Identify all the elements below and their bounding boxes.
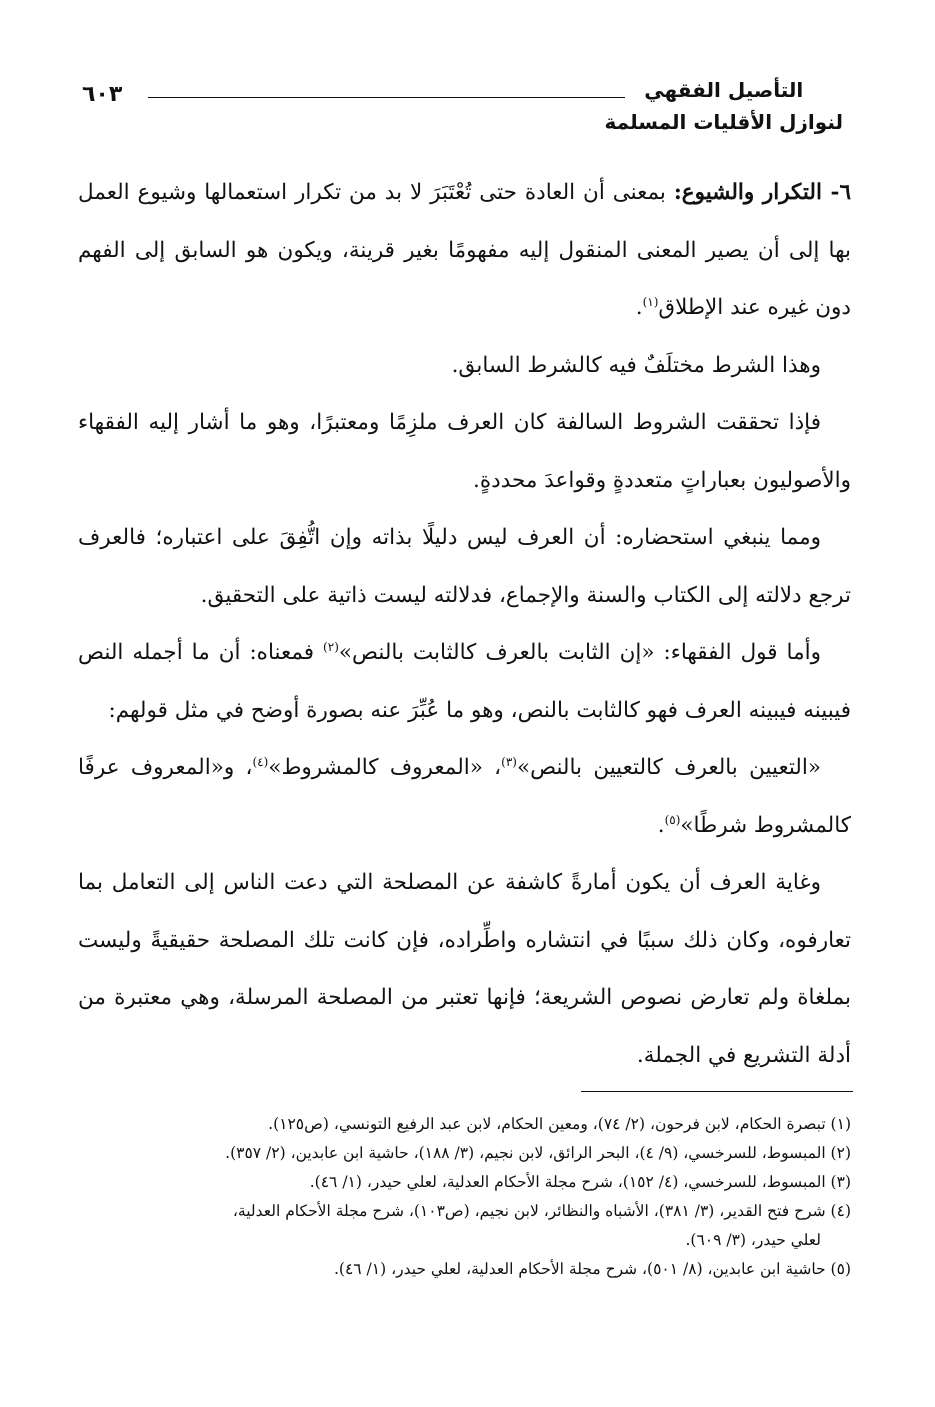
footnote-1 xyxy=(84,1110,851,1139)
footnote-text: (٣) المبسوط، للسرخسي، (٤/ ١٥٢)، شرح مجلة الأحكام العدلية، لعلي حيدر، (١/ ٤٦). xyxy=(309,1173,851,1191)
footnote-text: (٥) حاشية ابن عابدين، (٨/ ٥٠١)، شرح مجلة الأحكام العدلية، لعلي حيدر، (١/ ٤٦). xyxy=(333,1260,851,1278)
footnote-text: (١) تبصرة الحكام، لابن فرحون، (٢/ ٧٤)، ومعين الحكام، لابن عبد الرفيع التونسي، (ص١٢٥). xyxy=(268,1115,851,1133)
book-title xyxy=(605,74,843,138)
header-rule xyxy=(148,97,625,98)
paragraph-text: وأما قول الفقهاء: «إن الثابت بالعرف كالثابت بالنص» xyxy=(338,640,821,665)
footnote-4 xyxy=(84,1197,851,1255)
paragraph: وهذا الشرط مختلَفٌ فيه كالشرط السابق. xyxy=(451,352,821,378)
paragraph-text: بمعنى أن العادة حتى تُعْتَبَرَ لا بد من تكرار استعمالها وشيوع العمل بها إلى أن يصير المعنى المنقول إليه مفهومًا بغير قرينة، ويكون هو السابق إلى الفهم دون غيره عند الإطلاق xyxy=(78,180,851,320)
footnote-2 xyxy=(84,1139,851,1168)
footnote-ref-3[interactable]: (٣) xyxy=(501,754,517,769)
paragraph: ومما ينبغي استحضاره: أن العرف ليس دليلًا بذاته وإن اتُّفِقَ على اعتباره؛ فالعرف ترجع دلالته إلى الكتاب والسنة والإجماع، فدلالته ليست ذاتية على التحقيق. xyxy=(78,525,851,608)
paragraph xyxy=(78,624,851,739)
footnote-continuation: لعلي حيدر، (٣/ ٦٠٩). xyxy=(685,1231,821,1249)
paragraph-text: فمعناه: أن ما أجمله النص فيبينه فيبينه العرف فهو كالثابت بالنص، وهو ما عُبِّرَ عنه بصورة أوضح في مثل قولهم: xyxy=(78,640,851,723)
paragraph: وغاية العرف أن يكون أمارةً كاشفة عن المصلحة التي دعت الناس إلى التعامل بما تعارفوه، وكان ذلك سببًا في انتشاره واطِّراده، فإن كانت تلك المصلحة حقيقيةً وليست بملغاة ولم تعارض نصوص الشريعة؛ فإنها تعتبر من المصلحة المرسلة، وهي معتبرة من أدلة التشريع في الجملة. xyxy=(78,870,851,1068)
paragraph-text: . xyxy=(635,295,643,320)
running-header xyxy=(82,70,843,140)
footnote-3 xyxy=(84,1168,851,1197)
paragraph-text: «التعيين بالعرف كالتعيين بالنص» xyxy=(516,755,821,780)
page-number: ٦٠٣ xyxy=(82,82,123,107)
footnote-text: (٢) المبسوط، للسرخسي، (٩/ ٤)، البحر الرائق، لابن نجيم، (٣/ ١٨٨)، حاشية ابن عابدين، (٢/ ٣٥٧). xyxy=(225,1144,851,1162)
condition-label: ٦- التكرار والشيوع: xyxy=(673,180,851,205)
footnotes xyxy=(84,1110,851,1284)
paragraph-condition-6 xyxy=(78,164,851,337)
footnote-ref-5[interactable]: (٥) xyxy=(664,812,681,827)
paragraph-maxims xyxy=(78,739,851,854)
book-title-line-1: التأصيل الفقهي xyxy=(644,78,804,102)
paragraph-text: . xyxy=(657,812,665,838)
book-title-line-2: لنوازل الأقليات المسلمة xyxy=(604,110,843,134)
paragraph-text: ، و«المعروف عرفًا كالمشروط شرطًا» xyxy=(78,755,851,838)
footnote-ref-4[interactable]: (٤) xyxy=(252,754,269,769)
footnote-text: (٤) شرح فتح القدير، (٣/ ٣٨١)، الأشباه والنظائر، لابن نجيم، (ص١٠٣)، شرح مجلة الأحكام العدلية، xyxy=(232,1202,851,1220)
paragraph: فإذا تحققت الشروط السالفة كان العرف ملزِمًا ومعتبرًا، وهو ما أشار إليه الفقهاء والأصوليون بعباراتٍ متعددةٍ وقواعدَ محددةٍ. xyxy=(78,410,851,493)
footnote-separator xyxy=(581,1091,853,1092)
main-text xyxy=(78,164,851,1084)
footnote-ref-1[interactable]: (١) xyxy=(642,294,659,309)
footnote-ref-2[interactable]: (٢) xyxy=(323,639,339,654)
footnote-5 xyxy=(84,1255,851,1284)
paragraph-text: ، «المعروف كالمشروط» xyxy=(268,755,502,780)
